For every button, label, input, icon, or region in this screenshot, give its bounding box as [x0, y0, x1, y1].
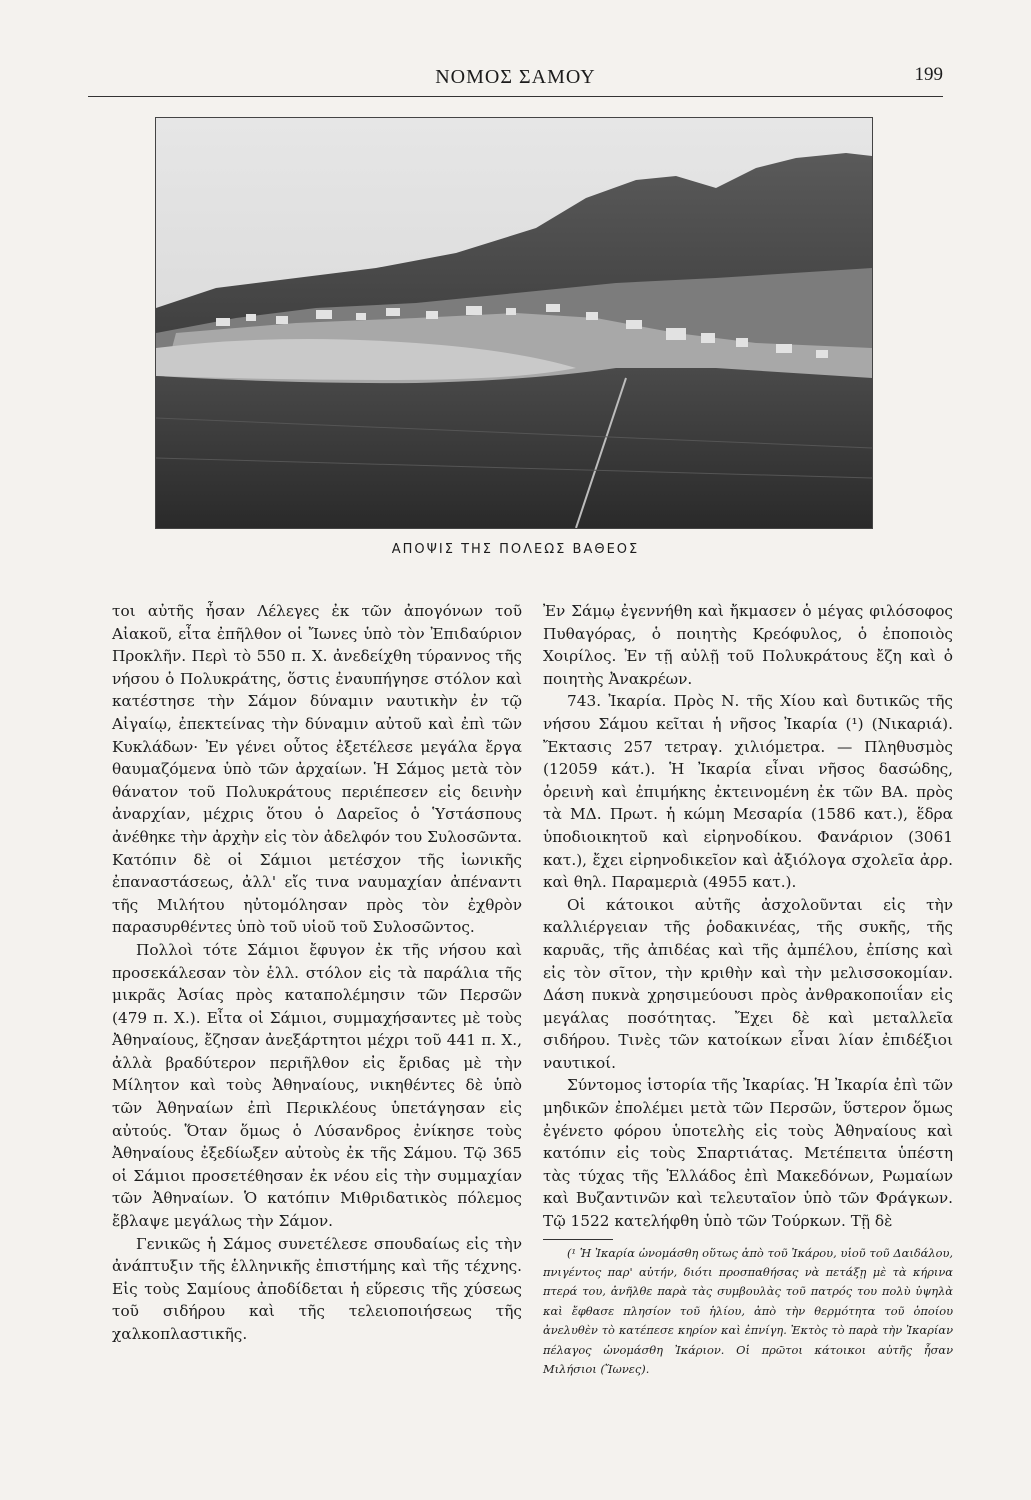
right-paragraph-3: Οἱ κάτοικοι αὐτῆς ἀσχολοῦνται εἰς τὴν καλλιέργειαν τῆς ῥοδακινέας, τῆς συκῆς, τῆς καρυᾶς, τῆς ἀπιδέας καὶ τῆς ἀμπέλου, ἐπίσης καὶ εἰς τὸν σῖτον, τὴν κριθὴν καὶ τὴν μελισσοκομίαν. Δάση πυκνὰ χρησιμεύουσι πρὸς ἀνθρακοποιΐαν εἰς μεγάλας ποσότητας. Ἔχει δὲ καὶ μεταλλεῖα σιδήρου. Τινὲς τῶν κατοίκων εἶναι λίαν ἐπιδέξιοι ναυτικοί. — [543, 895, 953, 1072]
left-column — [112, 600, 522, 1346]
left-paragraph-2: Πολλοὶ τότε Σάμιοι ἔφυγον ἐκ τῆς νήσου καὶ προσεκάλεσαν τὸν ἑλλ. στόλον εἰς τὰ παράλια τῆς μικρᾶς Ἀσίας πρὸς καταπολέμησιν τῶν Περσῶν (479 π. Χ.). Εἶτα οἱ Σάμιοι, συμμαχήσαντες μὲ τοὺς Ἀθηναίους, ἔζησαν ἀνεξάρτητοι μέχρι τοῦ 441 π. Χ., ἀλλὰ βραδύτερον περιῆλθον εἰς ἔριδας μὲ τὴν Μίλητον καὶ τοὺς Ἀθηναίους, νικηθέντες δὲ ὑπὸ τῶν Ἀθηναίων ἐπὶ Περικλέους ὑπετάγησαν εἰς αὐτούς. Ὅταν ὅμως ὁ Λύσανδρος ἐνίκησε τοὺς Ἀθηναίους ἐξεδίωξεν αὐτοὺς ἐκ τῆς Σάμου. Τῷ 365 οἱ Σάμιοι προσετέθησαν ἐκ νέου εἰς τὴν συμμαχίαν τῶν Ἀθηναίων. Ὁ κατόπιν Μιθριδατικὸς πόλεμος ἔβλαψε μεγάλως τὴν Σάμον. — [112, 940, 522, 1231]
right-paragraph-1: Ἐν Σάμῳ ἐγεννήθη καὶ ἤκμασεν ὁ μέγας φιλόσοφος Πυθαγόρας, ὁ ποιητὴς Κρεόφυλος, ὁ ἐποποιὸς Χοιρίλος. Ἐν τῇ αὐλῇ τοῦ Πολυκράτους ἔζη καὶ ὁ ποιητὴς Ἀνακρέων. — [543, 602, 953, 688]
page-number: 199 — [914, 64, 943, 85]
figure-caption: ΑΠΟΨΙΣ ΤΗΣ ΠΟΛΕΩΣ ΒΑΘΕΟΣ — [391, 542, 640, 557]
page-header — [88, 62, 943, 97]
town-photograph — [155, 117, 873, 529]
running-title: ΝΟΜΟΣ ΣΑΜΟΥ — [435, 66, 596, 88]
right-paragraph-2: 743. Ἰκαρία. Πρὸς Ν. τῆς Χίου καὶ δυτικῶς τῆς νήσου Σάμου κεῖται ἡ νῆσος Ἰκαρία (¹) (Νικαριά). Ἔκτασις 257 τετραγ. χιλιόμετρα. — Πληθυσμὸς (12059 κάτ.). Ἡ Ἰκαρία εἶναι νῆσος δασώδης, ὀρεινὴ καὶ ἐπιμήκης ἐκτεινομένη ἐκ τῶν ΒΑ. πρὸς τὰ ΜΔ. Πρωτ. ἡ κώμη Μεσαρία (1586 κατ.), ἕδρα ὑποδιοικητοῦ καὶ εἰρηνοδίκου. Φανάριον (3061 κατ.), ἔχει εἰρηνοδικεῖον καὶ ἀξιόλογα σχολεῖα ἀρρ. καὶ θηλ. Παραμεριὰ (4955 κατ.). — [543, 692, 953, 892]
left-paragraph-1: τοι αὐτῆς ἦσαν Λέλεγες ἐκ τῶν ἀπογόνων τοῦ Αἰακοῦ, εἶτα ἐπῆλθον οἱ Ἴωνες ὑπὸ τὸν Ἐπιδαύριον Προκλῆν. Περὶ τὸ 550 π. Χ. ἀνεδείχθη τύραννος τῆς νήσου ὁ Πολυκράτης, ὅστις ἐναυπήγησε στόλον καὶ κατέστησε τὴν Σάμον δύναμιν ναυτικὴν ἐν τῷ Αἰγαίῳ, ἐπεκτείνας τὴν δύναμιν αὐτοῦ καὶ ἐπὶ τῶν Κυκλάδων· Ἐν γένει οὗτος ἐξετέλεσε μεγάλα ἔργα θαυμαζόμενα ὑπὸ τῶν ἀρχαίων. Ἡ Σάμος μετὰ τὸν θάνατον τοῦ Πολυκράτους περιέπεσεν εἰς δεινὴν ἀναρχίαν, μέχρις ὅτου ὁ Δαρεῖος ὁ Ὑστάσπους ἀνέθηκε τὴν ἀρχὴν εἰς τὸν ἀδελφόν του Συλοσῶντα. Κατόπιν δὲ οἱ Σάμιοι μετέσχον τῆς ἰωνικῆς ἐπαναστάσεως, ἀλλ' εἴς τινα ναυμαχίαν ἀπέναντι τῆς Μιλήτου ηὐτομόλησαν πρὸς τὸν ἐχθρὸν παρασυρθέντες ὑπὸ τοῦ υἱοῦ τοῦ Συλοσῶντος. — [112, 602, 522, 937]
right-column — [543, 600, 953, 1379]
photograph-image — [156, 118, 872, 528]
left-paragraph-3: Γενικῶς ἡ Σάμος συνετέλεσε σπουδαίως εἰς τὴν ἀνάπτυξιν τῆς ἑλληνικῆς ἐπιστήμης καὶ τῆς τέχνης. Εἰς τοὺς Σαμίους ἀποδίδεται ἡ εὕρεσις τῆς χύσεως τοῦ σιδήρου καὶ τῆς τελειοποιήσεως τῆς χαλκοπλαστικῆς. — [112, 1234, 522, 1343]
right-paragraph-4: Σύντομος ἱστορία τῆς Ἰκαρίας. Ἡ Ἰκαρία ἐπὶ τῶν μηδικῶν ἐπολέμει μετὰ τῶν Περσῶν, ὕστερον ὅμως ἐγένετο φόρου ὑποτελὴς εἰς τοὺς Ἀθηναίους καὶ κατόπιν εἰς τοὺς Σπαρτιάτας. Μετέπειτα ὑπέστη τὰς τύχας τῆς Ἑλλάδος ἐπὶ Μακεδόνων, Ρωμαίων καὶ Βυζαντινῶν καὶ τελευταῖον ὑπὸ τῶν Φράγκων. Τῷ 1522 κατελήφθη ὑπὸ τῶν Τούρκων. Τῇ δὲ — [543, 1076, 953, 1231]
footnote-rule — [543, 1239, 613, 1240]
footnote: (¹ Ἡ Ἰκαρία ὠνομάσθη οὕτως ἀπὸ τοῦ Ἰκάρου, υἱοῦ τοῦ Δαιδάλου, πνιγέντος παρ' αὐτήν, διότι προσπαθήσας νὰ πετάξῃ μὲ τὰ κήρινα πτερά του, ἀνῆλθε παρὰ τὰς συμβουλὰς τοῦ πατρός του πολὺ ὑψηλὰ καὶ ἔφθασε πλησίον τοῦ ἡλίου, ἀπὸ τὴν θερμότητα τοῦ ὁποίου ἀνελυθὲν τὸ κατέπεσε κηρίον καὶ ἐπνίγη. Ἐκτὸς τὸ παρὰ τὴν Ἰκαρίαν πέλαγος ὠνομάσθη Ἰκάριον. Οἱ πρῶτοι κάτοικοι αὐτῆς ἦσαν Μιλήσιοι (Ἴωνες). — [543, 1245, 953, 1377]
